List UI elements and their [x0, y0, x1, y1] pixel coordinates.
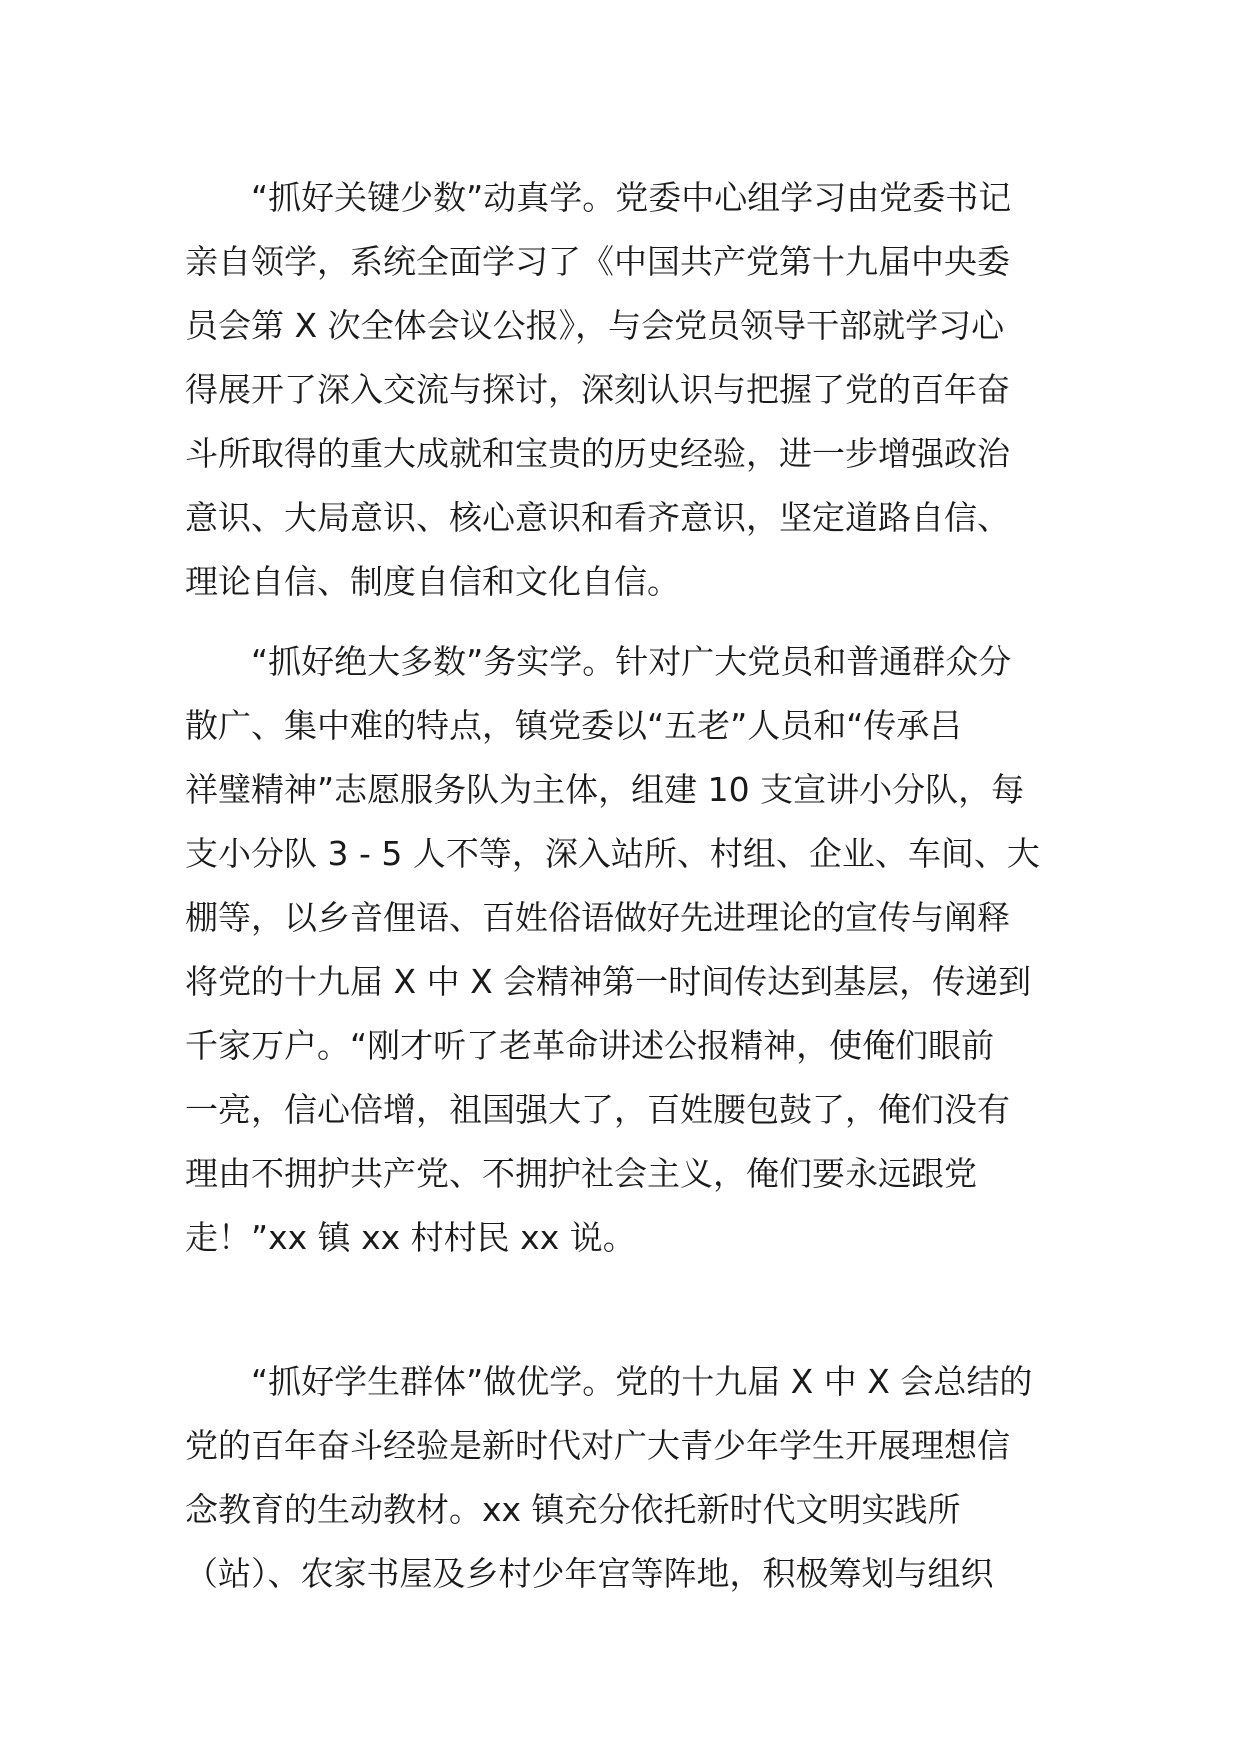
paragraph-line: （站）、农家书屋及乡村少年宫等阵地，积极筹划与组织	[185, 1554, 994, 1593]
document-body	[185, 166, 1055, 1622]
paragraph-line: “抓好关键少数”动真学。党委中心组学习由党委书记	[251, 178, 1012, 217]
paragraph-student-group	[185, 1350, 1055, 1606]
paragraph-line: 将党的十九届 X 中 X 会精神第一时间传达到基层，传递到	[185, 962, 1032, 1001]
paragraph-line: 亲自领学，系统全面学习了《中国共产党第十九届中央委	[185, 242, 1010, 281]
paragraph-key-minority	[185, 166, 1055, 614]
paragraph-line	[185, 1270, 1055, 1334]
paragraph-line: 走！”xx 镇 xx 村村民 xx 说。	[185, 1218, 636, 1257]
paragraph-line: “抓好绝大多数”务实学。针对广大党员和普通群众分	[251, 642, 1012, 681]
paragraph-line: 祥璧精神”志愿服务队为主体，组建 10 支宣讲小分队，每	[185, 770, 1025, 809]
paragraph-line: 党的百年奋斗经验是新时代对广大青少年学生开展理想信	[185, 1426, 1010, 1465]
paragraph-line: 支小分队 3 - 5 人不等，深入站所、村组、企业、车间、大	[185, 834, 1040, 873]
paragraph-line: 理论自信、制度自信和文化自信。	[185, 562, 680, 601]
paragraph-vast-majority	[185, 630, 1055, 1334]
paragraph-line: 得展开了深入交流与探讨，深刻认识与把握了党的百年奋	[185, 370, 1010, 409]
paragraph-line: 斗所取得的重大成就和宝贵的历史经验，进一步增强政治	[185, 434, 1010, 473]
paragraph-line: 念教育的生动教材。xx 镇充分依托新时代文明实践所	[185, 1490, 961, 1529]
paragraph-line: 理由不拥护共产党、不拥护社会主义，俺们要永远跟党	[185, 1154, 977, 1193]
paragraph-line: 员会第 X 次全体会议公报》，与会党员领导干部就学习心	[185, 306, 1005, 345]
paragraph-line: 棚等，以乡音俚语、百姓俗语做好先进理论的宣传与阐释	[185, 898, 1010, 937]
paragraph-line: 意识、大局意识、核心意识和看齐意识，坚定道路自信、	[185, 498, 1010, 537]
paragraph-line: 千家万户。“刚才听了老革命讲述公报精神，使俺们眼前	[185, 1026, 995, 1065]
paragraph-line: “抓好学生群体”做优学。党的十九届 X 中 X 会总结的	[251, 1362, 1033, 1401]
paragraph-line: 一亮，信心倍增，祖国强大了，百姓腰包鼓了，俺们没有	[185, 1090, 1010, 1129]
paragraph-line: 散广、集中难的特点，镇党委以“五老”人员和“传承吕	[185, 706, 963, 745]
